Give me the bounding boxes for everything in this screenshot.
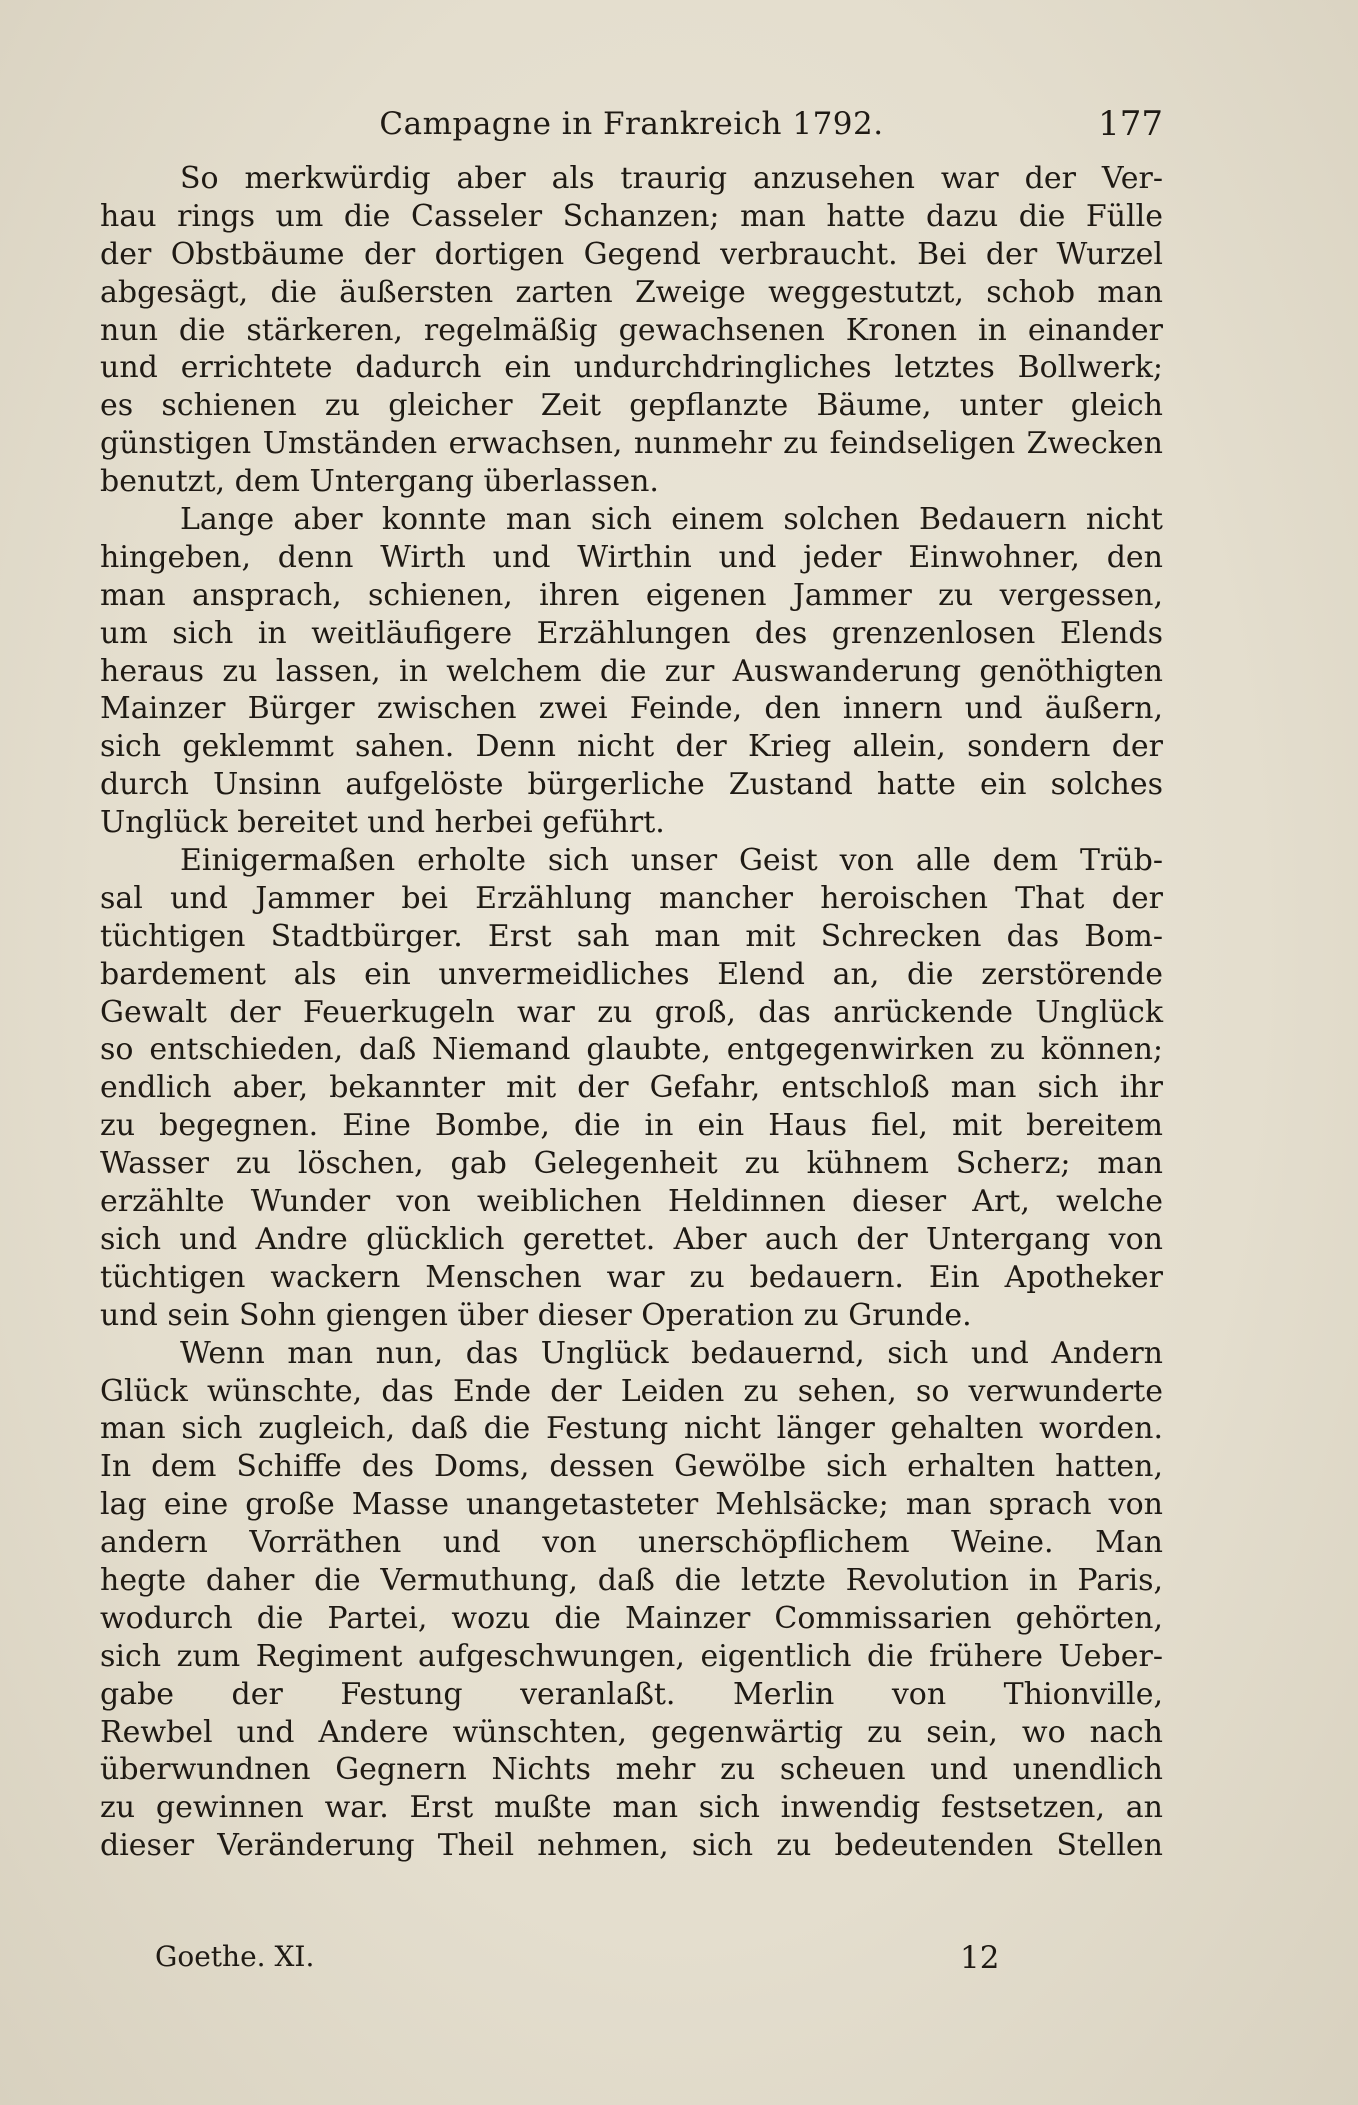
text-line: so entschieden, daß Niemand glaubte, entgegenwirken zu können; <box>100 1032 1163 1068</box>
text-line: Wasser zu löschen, gab Gelegenheit zu kühnem Scherz; man <box>100 1146 1163 1182</box>
running-title: Campagne in Frankreich 1792. <box>379 106 884 142</box>
text-line: durch Unsinn aufgelöste bürgerliche Zustand hatte ein solches <box>100 767 1163 803</box>
text-line: So merkwürdig aber als traurig anzusehen war der Ver- <box>180 161 1163 196</box>
text-line: Einigermaßen erholte sich unser Geist von alle dem Trüb- <box>180 843 1163 879</box>
text-line: wodurch die Partei, wozu die Mainzer Commissarien gehörten, <box>100 1600 1163 1636</box>
text-line: sich geklemmt sahen. Denn nicht der Krieg allein, sondern der <box>100 729 1163 765</box>
text-line: dieser Veränderung Theil nehmen, sich zu bedeutenden Stellen <box>100 1828 1163 1864</box>
text-line: nun die stärkeren, regelmäßig gewachsenen Kronen in einander <box>100 312 1163 348</box>
paragraph <box>100 842 1163 1335</box>
text-line: lag eine große Masse unangetasteter Mehlsäcke; man sprach von <box>100 1487 1163 1523</box>
paragraph <box>100 160 1163 501</box>
text-line: Gewalt der Feuerkugeln war zu groß, das anrückende Unglück <box>100 994 1163 1030</box>
text-line: gabe der Festung veranlaßt. Merlin von Thionville, <box>100 1676 1163 1712</box>
text-line: zu begegnen. Eine Bombe, die in ein Haus fiel, mit bereitem <box>100 1108 1163 1144</box>
text-line: Mainzer Bürger zwischen zwei Feinde, den innern und äußern, <box>100 691 1163 727</box>
text-line: Wenn man nun, das Unglück bedauernd, sich und Andern <box>180 1335 1163 1371</box>
text-line: man ansprach, schienen, ihren eigenen Jammer zu vergessen, <box>100 577 1163 613</box>
paragraph <box>100 1335 1163 1865</box>
page-header <box>100 100 1163 150</box>
text-line: und errichtete dadurch ein undurchdringliches letztes Bollwerk; <box>100 350 1163 386</box>
text-line: günstigen Umständen erwachsen, nunmehr zu feindseligen Zwecken <box>100 426 1163 462</box>
text-line: bardement als ein unvermeidliches Elend an, die zerstörende <box>100 956 1163 992</box>
text-line: und sein Sohn giengen über dieser Operation zu Grunde. <box>100 1297 972 1333</box>
text-line: man sich zugleich, daß die Festung nicht länger gehalten worden. <box>100 1411 1163 1447</box>
text-line: In dem Schiffe des Doms, dessen Gewölbe sich erhalten hatten, <box>100 1449 1163 1485</box>
text-line: benutzt, dem Untergang überlassen. <box>100 464 659 500</box>
text-line: hingeben, denn Wirth und Wirthin und jeder Einwohner, den <box>100 539 1163 575</box>
text-line: heraus zu lassen, in welchem die zur Auswanderung genöthigten <box>100 653 1163 689</box>
volume-label: Goethe. XI. <box>155 1940 315 1973</box>
text-line: sich zum Regiment aufgeschwungen, eigentlich die frühere Ueber- <box>100 1638 1163 1674</box>
page-footer <box>155 1940 1158 1985</box>
text-line: Lange aber konnte man sich einem solchen Bedauern nicht <box>180 502 1163 538</box>
text-line: endlich aber, bekannter mit der Gefahr, entschloß man sich ihr <box>100 1070 1163 1106</box>
text-line: um sich in weitläufigere Erzählungen des grenzenlosen Elends <box>100 615 1163 651</box>
text-line: der Obstbäume der dortigen Gegend verbraucht. Bei der Wurzel <box>100 236 1163 272</box>
page-number: 177 <box>1098 104 1163 144</box>
text-line: hau rings um die Casseler Schanzen; man hatte dazu die Fülle <box>100 198 1163 234</box>
text-line: überwundnen Gegnern Nichts mehr zu scheuen und unendlich <box>100 1752 1163 1788</box>
paragraph <box>100 501 1163 842</box>
text-line: zu gewinnen war. Erst mußte man sich inwendig festsetzen, an <box>100 1790 1163 1826</box>
body-text <box>100 160 1163 1865</box>
text-line: Rewbel und Andere wünschten, gegenwärtig zu sein, wo nach <box>100 1714 1163 1750</box>
text-line: sal und Jammer bei Erzählung mancher heroischen That der <box>100 880 1163 916</box>
text-line: andern Vorräthen und von unerschöpflichem Weine. Man <box>100 1525 1163 1561</box>
text-line: hegte daher die Vermuthung, daß die letzte Revolution in Paris, <box>100 1562 1163 1598</box>
text-line: erzählte Wunder von weiblichen Heldinnen dieser Art, welche <box>100 1184 1163 1220</box>
text-line: tüchtigen wackern Menschen war zu bedauern. Ein Apotheker <box>100 1259 1163 1295</box>
text-line: Unglück bereitet und herbei geführt. <box>100 805 665 841</box>
text-line: tüchtigen Stadtbürger. Erst sah man mit Schrecken das Bom- <box>100 918 1163 954</box>
text-line: sich und Andre glücklich gerettet. Aber auch der Untergang von <box>100 1221 1163 1257</box>
text-line: abgesägt, die äußersten zarten Zweige weggestutzt, schob man <box>100 274 1163 310</box>
signature-mark: 12 <box>960 1940 1000 1976</box>
text-line: Glück wünschte, das Ende der Leiden zu sehen, so verwunderte <box>100 1373 1163 1409</box>
text-line: es schienen zu gleicher Zeit gepflanzte Bäume, unter gleich <box>100 388 1163 424</box>
